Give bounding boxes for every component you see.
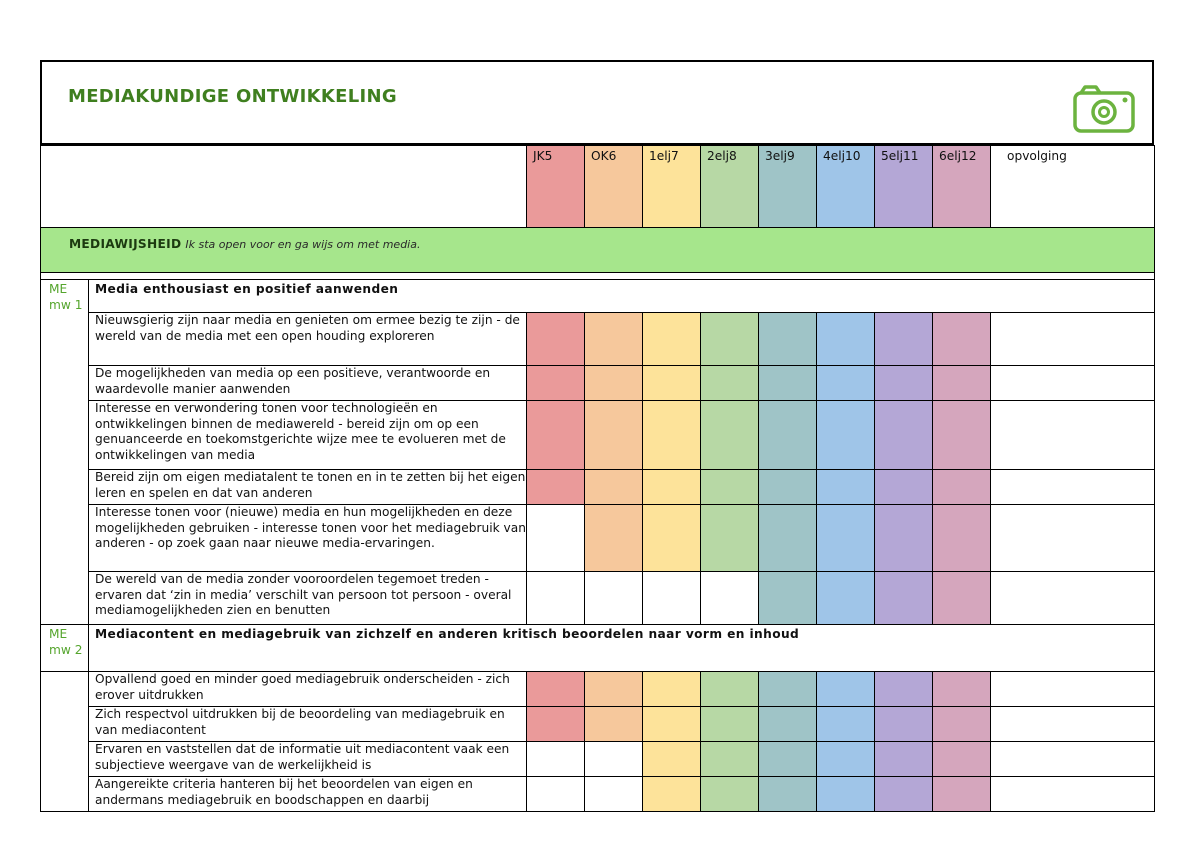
criterion-row xyxy=(41,366,1155,401)
grade-cell[interactable] xyxy=(875,366,933,401)
grade-cell[interactable] xyxy=(817,313,875,366)
grade-cell[interactable] xyxy=(585,401,643,470)
grade-cell[interactable] xyxy=(933,572,991,625)
followup-cell[interactable] xyxy=(991,505,1155,572)
domain-band xyxy=(41,228,1155,273)
grade-cell[interactable] xyxy=(817,672,875,707)
grade-cell[interactable] xyxy=(643,401,701,470)
followup-header: opvolging xyxy=(991,146,1155,228)
grade-cell[interactable] xyxy=(701,401,759,470)
followup-cell[interactable] xyxy=(991,672,1155,707)
grade-cell[interactable] xyxy=(759,470,817,505)
criterion-row xyxy=(41,777,1155,812)
grade-cell[interactable] xyxy=(585,742,643,777)
grade-cell[interactable] xyxy=(875,505,933,572)
grade-cell[interactable] xyxy=(817,366,875,401)
column-header: 1elj7 xyxy=(643,146,701,228)
grade-cell[interactable] xyxy=(585,313,643,366)
grade-cell[interactable] xyxy=(817,505,875,572)
criterion-text: De wereld van de media zonder vooroordelen tegemoet treden - ervaren dat ‘zin in media’ verschilt van persoon tot persoon - overal mediamogelijkheden zien en benutten xyxy=(89,572,527,625)
grade-cell[interactable] xyxy=(759,366,817,401)
grade-cell[interactable] xyxy=(701,742,759,777)
section-code: ME mw 2 xyxy=(41,625,89,672)
section-code-spacer xyxy=(41,672,89,812)
header-blank-cell xyxy=(41,146,527,228)
followup-cell[interactable] xyxy=(991,707,1155,742)
grade-cell[interactable] xyxy=(643,742,701,777)
grade-cell[interactable] xyxy=(643,777,701,812)
grade-cell[interactable] xyxy=(527,505,585,572)
grade-cell[interactable] xyxy=(701,572,759,625)
criterion-text: De mogelijkheden van media op een positieve, verantwoorde en waardevolle manier aanwenden xyxy=(89,366,527,401)
grade-cell[interactable] xyxy=(875,742,933,777)
section-heading-row xyxy=(41,625,1155,672)
grade-cell[interactable] xyxy=(527,470,585,505)
grade-cell[interactable] xyxy=(527,707,585,742)
grade-cell[interactable] xyxy=(643,366,701,401)
grade-cell[interactable] xyxy=(759,505,817,572)
grade-cell[interactable] xyxy=(643,313,701,366)
grade-cell[interactable] xyxy=(875,777,933,812)
column-header-row xyxy=(41,146,1155,228)
column-header: 4elj10 xyxy=(817,146,875,228)
grade-cell[interactable] xyxy=(527,672,585,707)
grade-cell[interactable] xyxy=(701,505,759,572)
grade-cell[interactable] xyxy=(933,777,991,812)
grade-cell[interactable] xyxy=(701,777,759,812)
column-header: 6elj12 xyxy=(933,146,991,228)
grade-cell[interactable] xyxy=(701,470,759,505)
grade-cell[interactable] xyxy=(933,672,991,707)
criterion-row xyxy=(41,505,1155,572)
grade-cell[interactable] xyxy=(643,572,701,625)
page-title: MEDIAKUNDIGE ONTWIKKELING xyxy=(68,86,397,107)
grade-cell[interactable] xyxy=(527,401,585,470)
grade-cell[interactable] xyxy=(817,572,875,625)
grade-cell[interactable] xyxy=(817,777,875,812)
domain-title: MEDIAWIJSHEID xyxy=(69,237,182,251)
followup-cell[interactable] xyxy=(991,777,1155,812)
grade-cell[interactable] xyxy=(759,672,817,707)
grade-cell[interactable] xyxy=(585,366,643,401)
criterion-row xyxy=(41,572,1155,625)
criterion-row xyxy=(41,672,1155,707)
criterion-row xyxy=(41,401,1155,470)
column-header: JK5 xyxy=(527,146,585,228)
criterion-text: Interesse tonen voor (nieuwe) media en hun mogelijkheden en deze mogelijkheden gebruiken - interesse tonen voor het mediagebruik van anderen - op zoek gaan naar nieuwe media-ervaringen. xyxy=(89,505,527,572)
followup-cell[interactable] xyxy=(991,742,1155,777)
grade-cell[interactable] xyxy=(585,505,643,572)
grade-cell[interactable] xyxy=(875,470,933,505)
band-gap xyxy=(41,273,1155,280)
followup-cell[interactable] xyxy=(991,366,1155,401)
grade-cell[interactable] xyxy=(875,313,933,366)
grade-cell[interactable] xyxy=(933,401,991,470)
criterion-text: Nieuwsgierig zijn naar media en genieten om ermee bezig te zijn - de wereld van de media met een open houding exploreren xyxy=(89,313,527,366)
grade-cell[interactable] xyxy=(933,366,991,401)
grade-cell[interactable] xyxy=(817,401,875,470)
grade-cell[interactable] xyxy=(527,313,585,366)
grade-cell[interactable] xyxy=(701,313,759,366)
grade-cell[interactable] xyxy=(527,572,585,625)
grade-cell[interactable] xyxy=(933,470,991,505)
grade-cell[interactable] xyxy=(875,401,933,470)
grade-cell[interactable] xyxy=(759,777,817,812)
section-heading-row xyxy=(41,280,1155,313)
competence-table xyxy=(40,145,1155,812)
grade-cell[interactable] xyxy=(933,505,991,572)
column-header: OK6 xyxy=(585,146,643,228)
grade-cell[interactable] xyxy=(643,470,701,505)
grade-cell[interactable] xyxy=(875,707,933,742)
grade-cell[interactable] xyxy=(585,777,643,812)
grade-cell[interactable] xyxy=(759,707,817,742)
grade-cell[interactable] xyxy=(933,707,991,742)
grade-cell[interactable] xyxy=(585,707,643,742)
section-heading: Media enthousiast en positief aanwenden xyxy=(89,280,1155,313)
grade-cell[interactable] xyxy=(759,742,817,777)
column-header: 5elj11 xyxy=(875,146,933,228)
grade-cell[interactable] xyxy=(759,572,817,625)
criterion-row xyxy=(41,313,1155,366)
column-header: 3elj9 xyxy=(759,146,817,228)
grade-cell[interactable] xyxy=(585,572,643,625)
grade-cell[interactable] xyxy=(817,470,875,505)
followup-cell[interactable] xyxy=(991,572,1155,625)
domain-band-cell xyxy=(41,228,1155,273)
column-header: 2elj8 xyxy=(701,146,759,228)
grade-cell[interactable] xyxy=(643,707,701,742)
section-code: ME mw 1 xyxy=(41,280,89,625)
grade-cell[interactable] xyxy=(643,672,701,707)
grade-cell[interactable] xyxy=(875,672,933,707)
grade-cell[interactable] xyxy=(701,707,759,742)
camera-icon xyxy=(1072,84,1136,134)
criterion-text: Ervaren en vaststellen dat de informatie uit mediacontent vaak een subjectieve weergave van de werkelijkheid is xyxy=(89,742,527,777)
domain-subtitle: Ik sta open voor en ga wijs om met media. xyxy=(185,238,421,251)
grade-cell[interactable] xyxy=(817,742,875,777)
criterion-text: Interesse en verwondering tonen voor technologieën en ontwikkelingen binnen de mediawereld - bereid zijn om op een genuanceerde en toekomstgerichte wijze mee te evolueren met de ontwikkelingen van media xyxy=(89,401,527,470)
grade-cell[interactable] xyxy=(817,707,875,742)
grade-cell[interactable] xyxy=(527,742,585,777)
grade-cell[interactable] xyxy=(585,470,643,505)
grade-cell[interactable] xyxy=(527,777,585,812)
followup-cell[interactable] xyxy=(991,401,1155,470)
grade-cell[interactable] xyxy=(643,505,701,572)
grade-cell[interactable] xyxy=(759,313,817,366)
criterion-row xyxy=(41,742,1155,777)
section-heading: Mediacontent en mediagebruik van zichzelf en anderen kritisch beoordelen naar vorm en inhoud xyxy=(89,625,1155,672)
criterion-text: Aangereikte criteria hanteren bij het beoordelen van eigen en andermans mediagebruik en boodschappen en daarbij xyxy=(89,777,527,812)
grade-cell[interactable] xyxy=(585,672,643,707)
grade-cell[interactable] xyxy=(933,313,991,366)
grade-cell[interactable] xyxy=(875,572,933,625)
grade-cell[interactable] xyxy=(759,401,817,470)
criterion-text: Bereid zijn om eigen mediatalent te tonen en in te zetten bij het eigen leren en spelen en dat van anderen xyxy=(89,470,527,505)
criterion-row xyxy=(41,470,1155,505)
grade-cell[interactable] xyxy=(701,672,759,707)
grade-cell[interactable] xyxy=(933,742,991,777)
followup-cell[interactable] xyxy=(991,470,1155,505)
criterion-row xyxy=(41,707,1155,742)
grade-cell[interactable] xyxy=(527,366,585,401)
followup-cell[interactable] xyxy=(991,313,1155,366)
criterion-text: Zich respectvol uitdrukken bij de beoordeling van mediagebruik en van mediacontent xyxy=(89,707,527,742)
grade-cell[interactable] xyxy=(701,366,759,401)
criterion-text: Opvallend goed en minder goed mediagebruik onderscheiden - zich erover uitdrukken xyxy=(89,672,527,707)
